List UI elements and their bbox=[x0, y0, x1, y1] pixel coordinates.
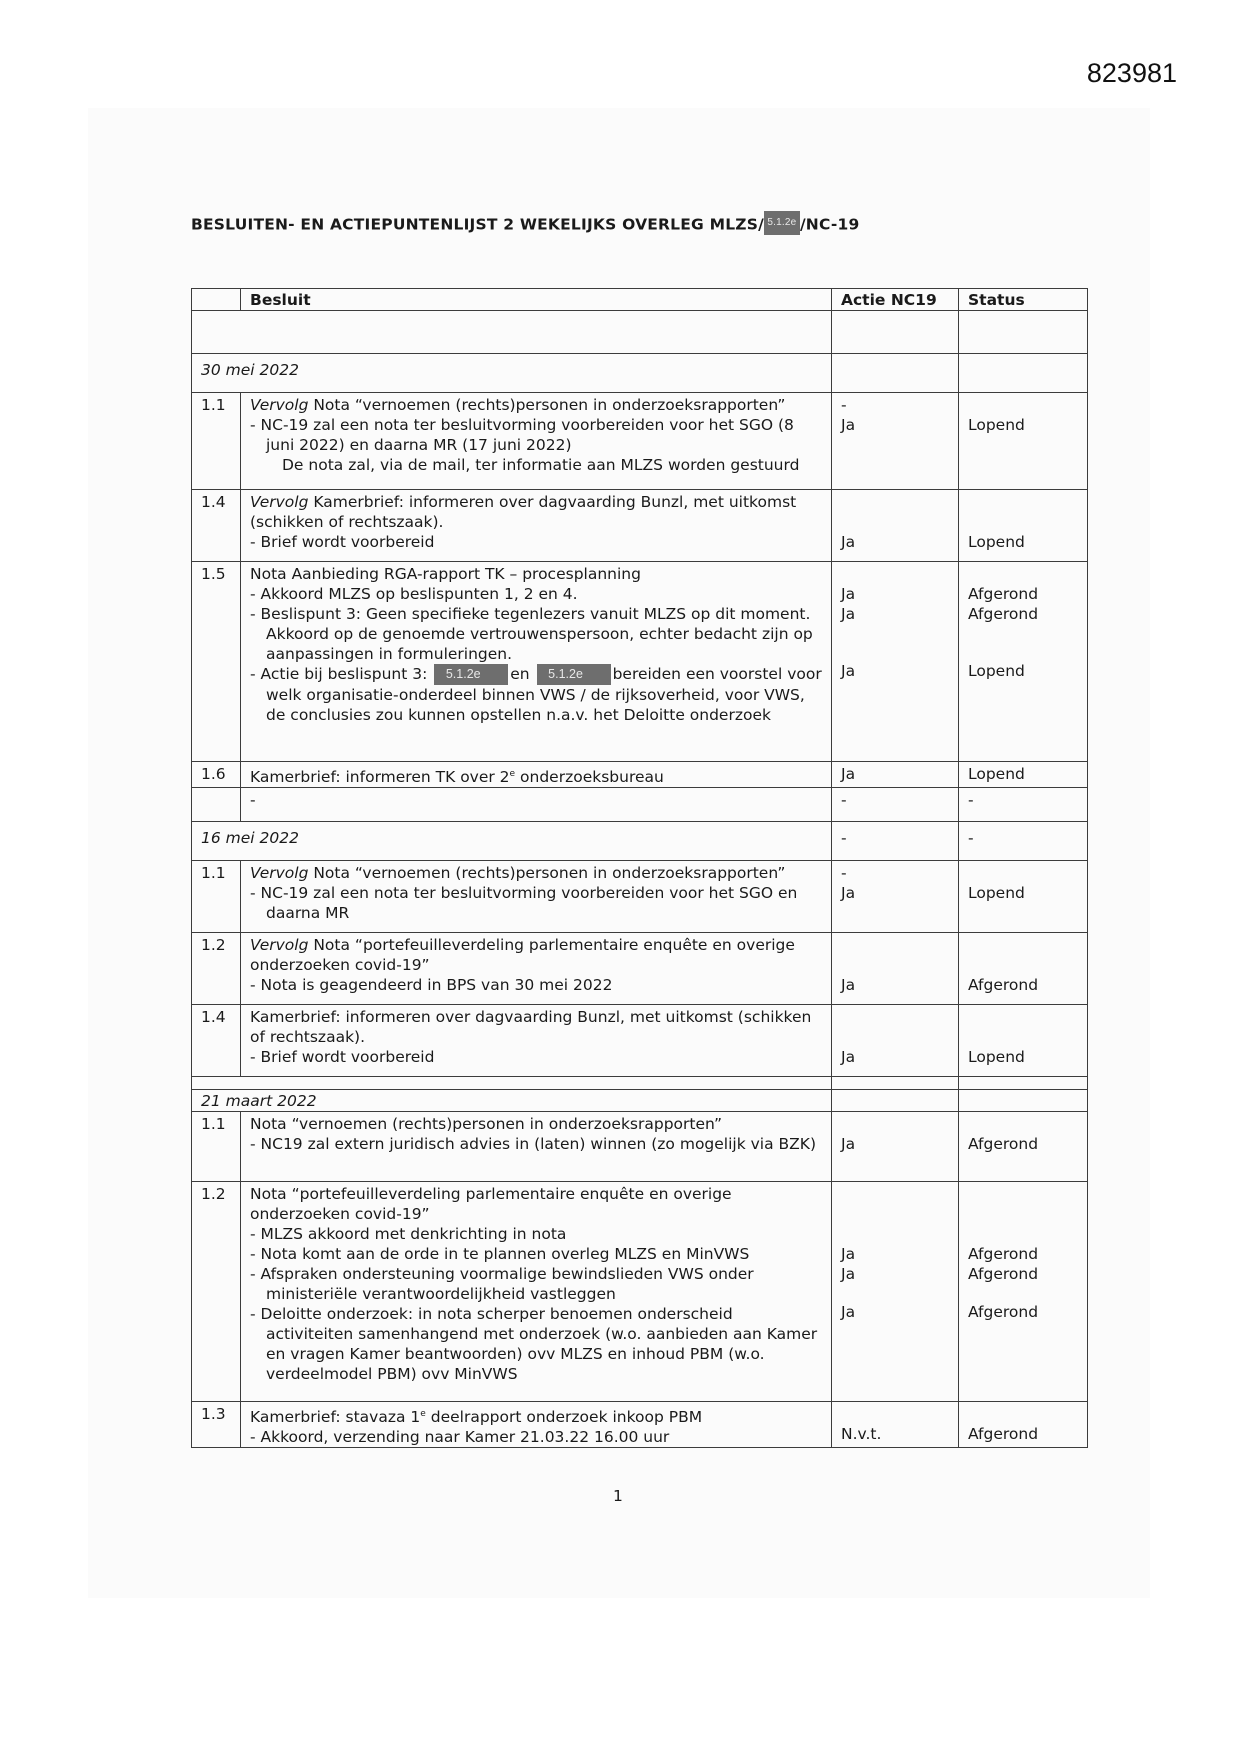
row-actie: N.v.t. bbox=[832, 1402, 959, 1448]
row-number: 1.4 bbox=[192, 1005, 241, 1077]
row-number: 1.6 bbox=[192, 762, 241, 788]
redaction-box: 5.1.2e bbox=[764, 211, 800, 235]
row-actie: - Ja bbox=[832, 393, 959, 490]
table-row bbox=[192, 1005, 1088, 1077]
row-besluit: Vervolg Nota “vernoemen (rechts)personen in onderzoeksrapporten” - NC-19 zal een nota ter besluitvorming voorbereiden voor het SGO en daarna MR bbox=[241, 861, 832, 933]
row-status: Afgerond bbox=[959, 1402, 1088, 1448]
table-row bbox=[192, 933, 1088, 1005]
row-number: 1.3 bbox=[192, 1402, 241, 1448]
row-besluit: Kamerbrief: stavaza 1e deelrapport onderzoek inkoop PBM - Akkoord, verzending naar Kamer 21.03.22 16.00 uur bbox=[241, 1402, 832, 1448]
table-row bbox=[192, 490, 1088, 562]
title-text-after: /NC-19 bbox=[799, 215, 860, 234]
table-row bbox=[192, 762, 1088, 788]
row-status: Afgerond Afgerond Afgerond bbox=[959, 1182, 1088, 1402]
row-besluit: Vervolg Nota “vernoemen (rechts)personen in onderzoeksrapporten” - NC-19 zal een nota ter besluitvorming voorbereiden voor het SGO (8 juni 2022) en daarna MR (17 juni 2022) De nota zal, via de mail, ter informatie aan MLZS worden gestuurd bbox=[241, 393, 832, 490]
row-number: 1.2 bbox=[192, 933, 241, 1005]
row-besluit: Nota Aanbieding RGA-rapport TK – procesplanning - Akkoord MLZS op beslispunten 1, 2 en 4. - Beslispunt 3: Geen specifieke tegenlezers vanuit MLZS op dit moment. Akkoord op de genoemde vertrouwenspersoon, echter bedacht zijn op aanpassingen in formuleringen. - Actie bij beslispunt 3: 5.1.2e en 5.1.2e bereiden een voorstel voor welk organisatie-onderdeel binnen VWS / de rijksoverheid, voor VWS, de conclusies zou kunnen opstellen n.a.v. het Deloitte onderzoek bbox=[241, 562, 832, 762]
row-number: 1.2 bbox=[192, 1182, 241, 1402]
row-actie: Ja bbox=[832, 933, 959, 1005]
row-actie: - Ja bbox=[832, 861, 959, 933]
row-status: Lopend bbox=[959, 490, 1088, 562]
header-status: Status bbox=[959, 289, 1088, 311]
row-number: 1.1 bbox=[192, 1112, 241, 1182]
row-number: 1.1 bbox=[192, 393, 241, 490]
row-number: 1.5 bbox=[192, 562, 241, 762]
row-actie: - bbox=[832, 788, 959, 822]
row-number: 1.1 bbox=[192, 861, 241, 933]
row-actie: Ja bbox=[832, 1112, 959, 1182]
row-besluit: - bbox=[241, 788, 832, 822]
row-besluit: Vervolg Nota “portefeuilleverdeling parlementaire enquête en overige onderzoeken covid-19” - Nota is geagendeerd in BPS van 30 mei 2022 bbox=[241, 933, 832, 1005]
section-date-status: - bbox=[959, 822, 1088, 861]
section-date-row bbox=[192, 354, 1088, 393]
row-status: Lopend bbox=[959, 762, 1088, 788]
page-number: 1 bbox=[613, 1487, 623, 1505]
row-actie: Ja Ja Ja bbox=[832, 562, 959, 762]
row-besluit: Kamerbrief: informeren over dagvaarding Bunzl, met uitkomst (schikken of rechtszaak). - Brief wordt voorbereid bbox=[241, 1005, 832, 1077]
header-besluit: Besluit bbox=[241, 289, 832, 311]
row-status: Afgerond bbox=[959, 933, 1088, 1005]
table-row bbox=[192, 861, 1088, 933]
blank-row bbox=[192, 311, 1088, 354]
row-status: - bbox=[959, 788, 1088, 822]
table-row bbox=[192, 1402, 1088, 1448]
row-status: Lopend bbox=[959, 393, 1088, 490]
title-text-before: BESLUITEN- EN ACTIEPUNTENLIJST 2 WEKELIJKS OVERLEG MLZS/ bbox=[191, 215, 764, 234]
section-date: 30 mei 2022 bbox=[201, 361, 299, 379]
row-besluit: Kamerbrief: informeren TK over 2e onderzoeksbureau bbox=[241, 762, 832, 788]
redaction-box: 5.1.2e bbox=[537, 664, 611, 685]
table-row bbox=[192, 393, 1088, 490]
section-date: 21 maart 2022 bbox=[201, 1092, 317, 1111]
row-actie: Ja bbox=[832, 1005, 959, 1077]
section-date-row bbox=[192, 1090, 1088, 1112]
table-row bbox=[192, 1182, 1088, 1402]
row-status: Lopend bbox=[959, 861, 1088, 933]
document-id: 823981 bbox=[1086, 58, 1177, 88]
row-status: Afgerond bbox=[959, 1112, 1088, 1182]
document-title bbox=[191, 215, 860, 235]
row-besluit: Vervolg Kamerbrief: informeren over dagvaarding Bunzl, met uitkomst (schikken of rechtszaak). - Brief wordt voorbereid bbox=[241, 490, 832, 562]
header-actie: Actie NC19 bbox=[832, 289, 959, 311]
table-row bbox=[192, 1112, 1088, 1182]
table-row bbox=[192, 562, 1088, 762]
row-number: 1.4 bbox=[192, 490, 241, 562]
table-row bbox=[192, 788, 1088, 822]
header-num bbox=[192, 289, 241, 311]
row-status: Afgerond Afgerond Lopend bbox=[959, 562, 1088, 762]
row-besluit: Nota “portefeuilleverdeling parlementaire enquête en overige onderzoeken covid-19” - MLZS akkoord met denkrichting in nota - Nota komt aan de orde in te plannen overleg MLZS en MinVWS - Afspraken ondersteuning voormalige bewindslieden VWS onder ministeriële verantwoordelijkheid vastleggen - Deloitte onderzoek: in nota scherper benoemen onderscheid activiteiten samenhangend met onderzoek (w.o. aanbieden aan Kamer en vragen Kamer beantwoorden) ovv MLZS en inhoud PBM (w.o. verdeelmodel PBM) ovv MinVWS bbox=[241, 1182, 832, 1402]
decisions-table bbox=[191, 288, 1088, 1448]
row-status: Lopend bbox=[959, 1005, 1088, 1077]
row-besluit: Nota “vernoemen (rechts)personen in onderzoeksrapporten” - NC19 zal extern juridisch advies in (laten) winnen (zo mogelijk via BZK) bbox=[241, 1112, 832, 1182]
row-number bbox=[192, 788, 241, 822]
row-actie: Ja bbox=[832, 490, 959, 562]
row-actie: Ja bbox=[832, 762, 959, 788]
spacer-row bbox=[192, 1077, 1088, 1090]
section-date-row bbox=[192, 822, 1088, 861]
section-date-actie: - bbox=[832, 822, 959, 861]
table-header-row bbox=[192, 289, 1088, 311]
redaction-box: 5.1.2e bbox=[434, 664, 508, 685]
section-date: 16 mei 2022 bbox=[201, 829, 299, 848]
row-actie: Ja Ja Ja bbox=[832, 1182, 959, 1402]
